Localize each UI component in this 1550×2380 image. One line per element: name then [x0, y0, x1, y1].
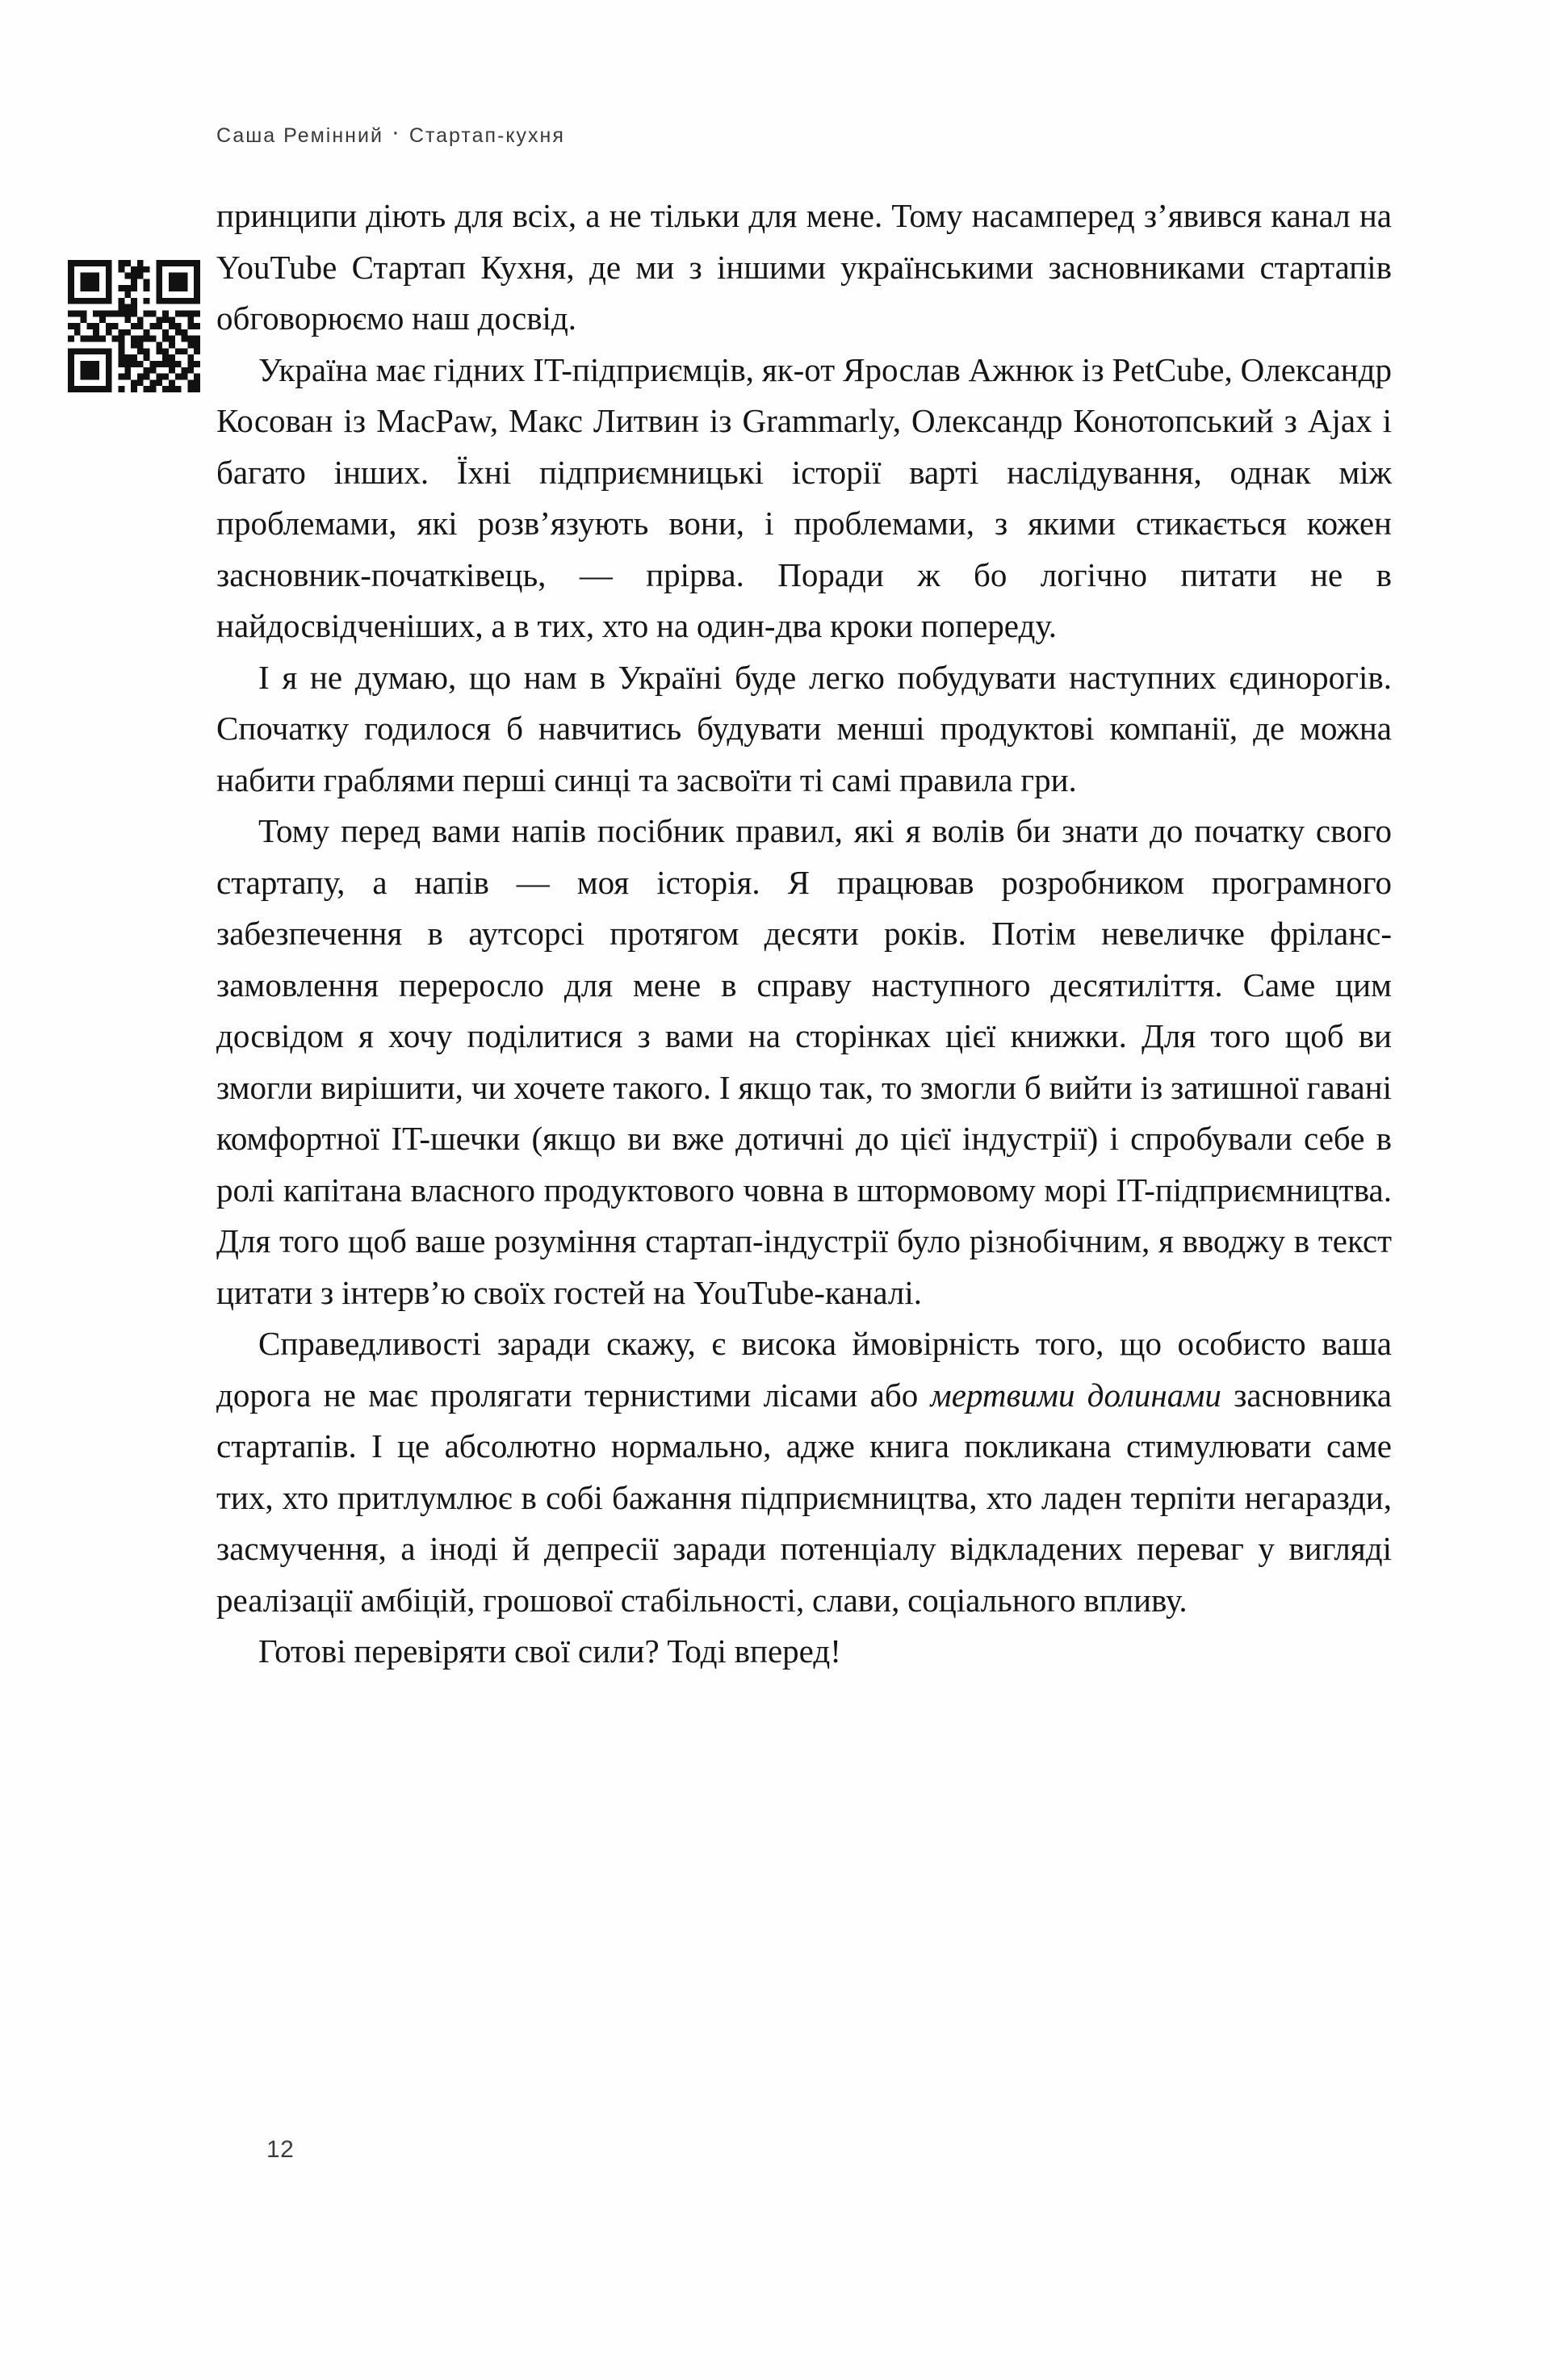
body-text-column	[216, 191, 1392, 1678]
running-head	[216, 121, 1389, 149]
running-head-author: Саша Ремінний	[216, 124, 383, 147]
paragraph-unicorns: І я не думаю, що нам в Україні буде легко побудувати наступних єдинорогів. Спочатку годилося б навчитись будувати менші продуктові компанії, де можна набити граблями перші синці та засвоїти ті самі правила гри.	[216, 658, 1392, 798]
qr-code[interactable]	[68, 260, 200, 392]
paragraph-closing: Готові перевіряти свої сили? Тоді вперед!	[258, 1632, 841, 1670]
qr-code-svg	[68, 260, 200, 392]
paragraph-handbook: Тому перед вами напів посібник правил, які я волів би знати до початку свого стартапу, а напів — моя історія. Я працював розробником програмного забезпечення в аутсорсі протягом десяти років. Потім невеличке фріланс-замовлення переросло для мене в справу наступного десятиліття. Саме цим досвідом я хочу поділитися з вами на сторінках цієї книжки. Для того щоб ви змогли вирішити, чи хочете такого. І якщо так, то змогли б вийти із затишної гавані комфортної IT-шечки (якщо ви вже дотичні до цієї індустрії) і спробували себе в ролі капітана власного продуктового човна в штормовому морі IT-підприємництва. Для того щоб ваше розуміння стартап-індустрії було різнобічним, я вводжу в текст цитати з інтерв’ю своїх гостей на YouTube-каналі.	[216, 812, 1392, 1311]
running-head-book-title: Стартап-кухня	[408, 124, 565, 147]
running-head-separator: ·	[391, 119, 401, 145]
paragraph-fairness: Справедливості заради скажу, є висока ймовірність того, що особисто ваша дорога не має пролягати тернистими лісами або мертвими долинами засновника стартапів. І це абсолютно нормально, адже книга покликана стимулювати саме тих, хто притлумлює в собі бажання підприємництва, хто ладен терпіти негаразди, засмучення, а іноді й депресії заради потенціалу відкладених переваг у вигляді реалізації амбіцій, грошової стабільності, слави, соціального впливу.	[216, 1325, 1393, 1619]
paragraph-entrepreneurs: Україна має гідних IT-підприємців, як-от Ярослав Ажнюк із PetCube, Олександр Косован із MacPaw, Макс Литвин із Grammarly, Олександр Конотопський з Ajax і багато інших. Їхні підприємницькі історії варті наслідування, однак між проблемами, які розв’язують вони, і проблемами, з якими стикається кожен засновник-початківець, — прірва. Поради ж бо логічно питати не в найдосвідченіших, а в тих, хто на один-два кроки попереду.	[216, 350, 1392, 644]
emphasis-text: мертвими долинами	[930, 1376, 1221, 1414]
page-number: 12	[266, 2136, 295, 2163]
paragraph-principles: принципи діють для всіх, а не тільки для мене. Тому насамперед з’явився канал на YouTube Стартап Кухня, де ми з іншими українськими засновниками стартапів обговорюємо наш досвід.	[216, 197, 1392, 337]
